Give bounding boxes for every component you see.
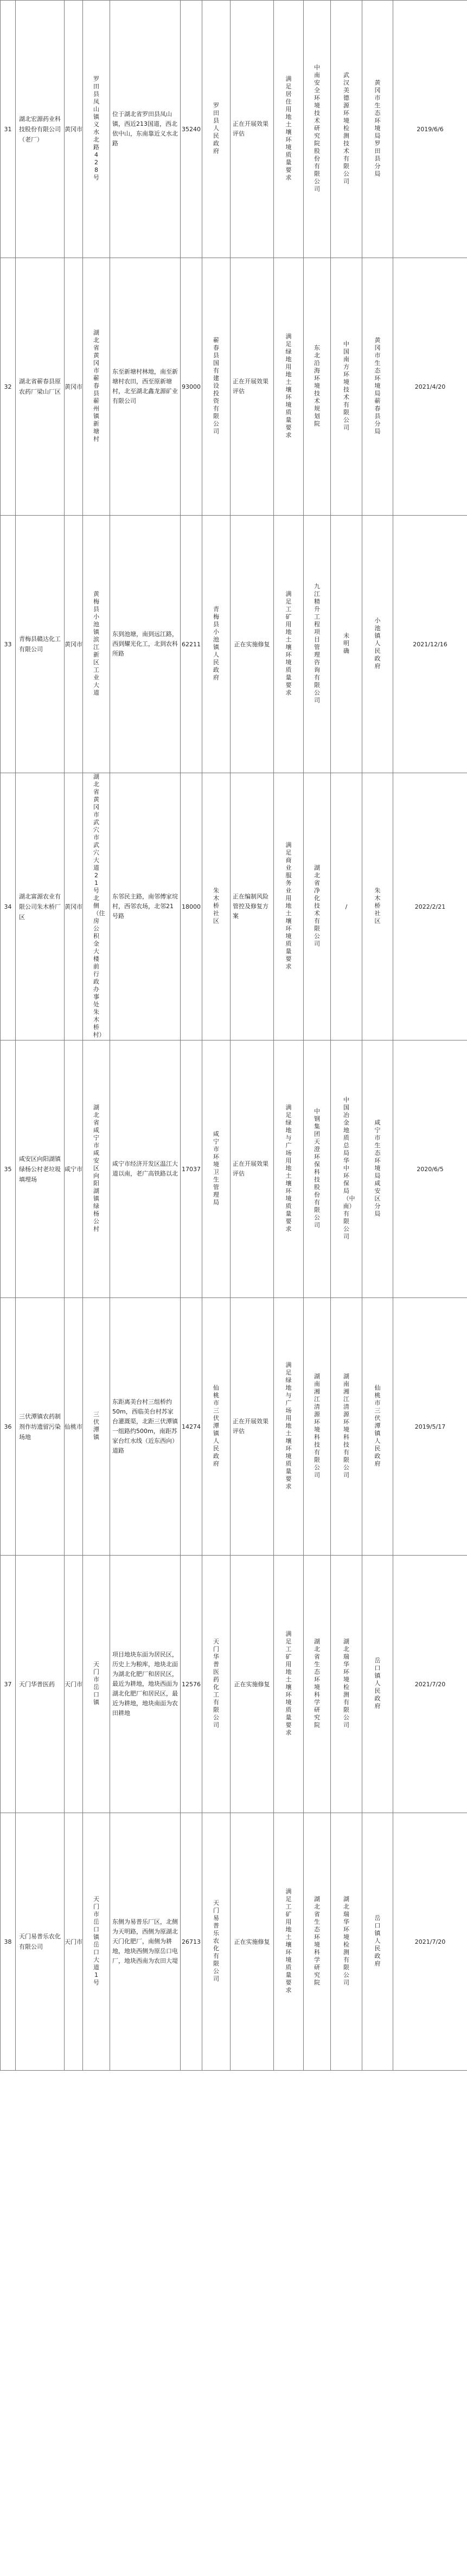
status-text: 正在开展效果评估 <box>233 120 268 137</box>
status-text: 正在开展效果评估 <box>233 1418 268 1435</box>
cell-implementing-unit <box>304 1556 331 1813</box>
cell-city: 咸宁市 <box>65 1040 83 1298</box>
cell-city: 天门市 <box>65 1813 83 2071</box>
cell-number: 32 <box>1 258 16 516</box>
cell-remediation-goal <box>274 1556 304 1813</box>
cell-area: 35240 <box>181 1 202 258</box>
cell-boundary-text: 咸宁市经济开发区温江大道以南，老广高铁路以北 <box>112 1160 178 1177</box>
cell-number: 34 <box>1 773 16 1040</box>
cell-implementing-unit-text: 湖南湘江清源环境科技有限公司 <box>314 1373 320 1479</box>
cell-responsible-entity <box>202 1 231 258</box>
cell-supervising-unit-text: 黄冈市生态环境局罗田县分局 <box>374 79 381 177</box>
cell-responsible-entity <box>202 516 231 773</box>
cell-supervising-unit <box>362 516 393 773</box>
cell-responsible-entity-text: 青梅县小池镇人民政府 <box>213 606 219 681</box>
cell-number: 36 <box>1 1298 16 1556</box>
cell-address-text: 天门市岳口镇 <box>93 1661 99 1706</box>
cell-number: 38 <box>1 1813 16 2071</box>
cell-address <box>83 1813 110 2071</box>
cell-implementing-unit-text: 中钢集团天澄环保科技股份有限公司 <box>314 1108 320 1229</box>
cell-evaluation-unit-text: 湖北瑞华环境检测有限公司 <box>343 1638 349 1729</box>
cell-implementing-unit-text: 湖北省净化技术有限公司 <box>314 864 320 947</box>
cell-evaluation-unit-text: 中国冶金地质总局华中环保局（中南）有限公司 <box>343 1096 355 1240</box>
cell-area: 12576 <box>181 1556 202 1813</box>
cell-address-text: 天门市岳口镇岳口大道1号 <box>93 1896 99 1986</box>
cell-implementing-unit-text: 中南安全环境技术研究院股份有限公司 <box>314 64 320 192</box>
cell-boundary <box>110 1 181 258</box>
cell-city: 仙桃市 <box>65 1298 83 1556</box>
cell-responsible-entity-text: 罗田县人民政府 <box>213 102 219 155</box>
cell-implementing-unit-text: 东北沿海环境技术规划院 <box>314 344 320 427</box>
cell-status <box>231 1813 274 2071</box>
cell-site-name: 天门华普医药 <box>16 1556 65 1813</box>
cell-boundary <box>110 258 181 516</box>
cell-area: 62211 <box>181 516 202 773</box>
status-text: 正在实施修复 <box>234 640 270 648</box>
cell-boundary <box>110 773 181 1040</box>
cell-number: 33 <box>1 516 16 773</box>
cell-area: 14274 <box>181 1298 202 1556</box>
cell-responsible-entity-text: 咸宁市环境卫生管理局 <box>213 1130 219 1206</box>
cell-address-text: 黄梅县小池镇滨江新区工业大道 <box>93 590 99 696</box>
cell-address-text: 湖北省黄冈市蕲春县蕲州镇新塘村 <box>93 329 99 442</box>
cell-site-name: 咸安区向阳湖镇绿杨公村老垃圾填埋场 <box>16 1040 65 1298</box>
status-text: 正在开展效果评估 <box>233 378 268 395</box>
cell-remediation-goal <box>274 1813 304 2071</box>
cell-boundary-text: 东邻民主路，南邻傅家垸村，西邻农场，北邻21号路 <box>112 893 178 920</box>
cell-site-name: 青梅县赣达化工有限公司 <box>16 516 65 773</box>
cell-implementing-unit-text: 湖北省生态环境科学研究院 <box>314 1638 320 1729</box>
cell-supervising-unit-text: 朱木桥社区 <box>374 887 381 924</box>
cell-implementing-unit <box>304 258 331 516</box>
table-row <box>1 773 467 1040</box>
cell-evaluation-unit <box>331 258 362 516</box>
table-row <box>1 516 467 773</box>
cell-implementing-unit-text: 九江精升工程项目管理咨询有限公司 <box>314 583 320 704</box>
cell-remediation-goal-text: 满足工矿用地土壤环境质量要求 <box>285 1888 292 1994</box>
cell-remediation-goal <box>274 773 304 1040</box>
cell-site-name: 湖北富源农业有限公司朱木桥厂区 <box>16 773 65 1040</box>
cell-responsible-entity <box>202 258 231 516</box>
cell-supervising-unit-text: 小池镇人民政府 <box>374 617 381 670</box>
cell-area: 17037 <box>181 1040 202 1298</box>
cell-responsible-entity <box>202 1298 231 1556</box>
cell-remediation-goal <box>274 1 304 258</box>
cell-remediation-goal-text: 满足绿地用地土壤环境质量要求 <box>285 333 292 439</box>
cell-remediation-goal-text: 满足工矿用地土壤环境质量要求 <box>285 1630 292 1736</box>
cell-supervising-unit <box>362 1040 393 1298</box>
cell-supervising-unit <box>362 258 393 516</box>
cell-status <box>231 773 274 1040</box>
cell-evaluation-unit <box>331 1040 362 1298</box>
cell-site-name: 湖北宏源药业科技股份有限公司（老厂） <box>16 1 65 258</box>
cell-status <box>231 1298 274 1556</box>
cell-area: 26713 <box>181 1813 202 2071</box>
cell-remediation-goal-text: 满足绿地与广场用地土壤环境质量要求 <box>285 1104 292 1232</box>
cell-implementing-unit <box>304 773 331 1040</box>
cell-responsible-entity-text: 天门华普医药化工有限公司 <box>213 1638 219 1729</box>
cell-status <box>231 1556 274 1813</box>
status-text: 正在实施修复 <box>234 1938 270 1945</box>
cell-implementing-unit <box>304 1298 331 1556</box>
cell-boundary <box>110 516 181 773</box>
cell-remediation-goal-text: 满足居住用地土壤环境质量要求 <box>285 75 292 181</box>
cell-supervising-unit-text: 岳口镇人民政府 <box>374 1915 381 1967</box>
cell-date: 2021/4/20 <box>393 258 467 516</box>
cell-responsible-entity <box>202 773 231 1040</box>
cell-evaluation-unit <box>331 1813 362 2071</box>
cell-evaluation-unit-text: / <box>345 903 348 910</box>
cell-address <box>83 1040 110 1298</box>
cell-address <box>83 1298 110 1556</box>
cell-site-name: 天门易普乐农化有限公司 <box>16 1813 65 2071</box>
table-row <box>1 258 467 516</box>
cell-evaluation-unit-text: 中国南方环境技术有限公司 <box>343 341 349 431</box>
cell-status <box>231 258 274 516</box>
table-row <box>1 1556 467 1813</box>
cell-number: 37 <box>1 1556 16 1813</box>
cell-supervising-unit <box>362 773 393 1040</box>
cell-address <box>83 258 110 516</box>
table-row <box>1 1 467 258</box>
cell-city: 天门市 <box>65 1556 83 1813</box>
cell-supervising-unit <box>362 1 393 258</box>
cell-boundary-text: 东距离美台村三组桥约50m，西临美台村苏家台灌溉渠，北距三伏潭镇一组路约500m，南距苏家台红水线（近东西向）道路 <box>112 1398 178 1454</box>
cell-remediation-goal <box>274 1040 304 1298</box>
cell-boundary-text: 东侧为易普乐厂区，北侧为天明路，西侧为原湖北天门化肥厂，南侧为耕地，地块西侧为原岳口电厂，地块西南为农田大堤 <box>112 1918 178 1964</box>
cell-responsible-entity-text: 蕲春县国有建设投资有限公司 <box>213 337 219 435</box>
cell-evaluation-unit-text: 武汉美德源环境检测技术有限公司 <box>343 72 349 185</box>
cell-implementing-unit <box>304 516 331 773</box>
cell-address-text: 三伏潭镇 <box>93 1411 99 1441</box>
cell-implementing-unit-text: 湖北省生态环境科学研究院 <box>314 1896 320 1986</box>
status-text: 正在实施修复 <box>234 1680 270 1688</box>
table-row <box>1 1813 467 2071</box>
cell-responsible-entity <box>202 1813 231 2071</box>
cell-date: 2021/12/16 <box>393 516 467 773</box>
cell-remediation-goal-text: 满足商业服务业用地土壤环境质量要求 <box>285 841 292 970</box>
table-row <box>1 1298 467 1556</box>
cell-site-name: 三伏潭镇农药制剂作坊遗留污染场地 <box>16 1298 65 1556</box>
cell-status <box>231 516 274 773</box>
cell-responsible-entity <box>202 1040 231 1298</box>
cell-supervising-unit <box>362 1298 393 1556</box>
cell-boundary-text: 东到池塘，南到远江路，西到耀光化工，北到农科所路 <box>112 631 178 657</box>
cell-date: 2022/2/21 <box>393 773 467 1040</box>
cell-remediation-goal-text: 满足工矿用地土壤环境质量要求 <box>285 590 292 696</box>
cell-evaluation-unit <box>331 1 362 258</box>
cell-remediation-goal-text: 满足绿地与广场用地土壤环境质量要求 <box>285 1361 292 1490</box>
cell-supervising-unit-text: 黄冈市生态环境局蕲春县分局 <box>374 337 381 435</box>
cell-implementing-unit <box>304 1813 331 2071</box>
cell-boundary <box>110 1556 181 1813</box>
cell-supervising-unit-text: 仙桃市三伏潭镇人民政府 <box>374 1384 381 1467</box>
cell-implementing-unit <box>304 1040 331 1298</box>
cell-status <box>231 1 274 258</box>
cell-boundary <box>110 1298 181 1556</box>
cell-boundary-text: 东至新塘村林地，南至新塘村农田，西至原新塘村，北至湖北鑫龙源矿业有限公司 <box>112 368 178 404</box>
cell-number: 35 <box>1 1040 16 1298</box>
cell-supervising-unit <box>362 1813 393 2071</box>
cell-city: 黄冈市 <box>65 1 83 258</box>
status-text: 正在开展效果评估 <box>233 1160 268 1177</box>
cell-city: 黄冈市 <box>65 516 83 773</box>
cell-date: 2019/5/17 <box>393 1298 467 1556</box>
cell-boundary <box>110 1813 181 2071</box>
cell-evaluation-unit-text: 未明确 <box>343 632 349 654</box>
cell-address <box>83 773 110 1040</box>
cell-date: 2021/7/20 <box>393 1813 467 2071</box>
cell-area: 93000 <box>181 258 202 516</box>
cell-site-name: 湖北省蕲春县原农药厂梁山厂区 <box>16 258 65 516</box>
cell-date: 2021/7/20 <box>393 1556 467 1813</box>
cell-address-text: 湖北省咸宁市咸安区向阳湖镇绿杨公村 <box>93 1104 99 1232</box>
cell-evaluation-unit <box>331 1298 362 1556</box>
cell-city: 黄冈市 <box>65 773 83 1040</box>
cell-address-text: 湖北省黄冈市武穴市武穴大道21号北侧（住房公积金大楼前行政办事处朱木桥村） <box>93 773 105 1038</box>
cell-boundary-text: 位于湖北省罗田县凤山镇，西近213国道，西北依中山，东南靠近义水北路 <box>112 111 178 147</box>
cell-area: 18000 <box>181 773 202 1040</box>
cell-remediation-goal <box>274 516 304 773</box>
cell-date: 2019/6/6 <box>393 1 467 258</box>
cell-evaluation-unit <box>331 1556 362 1813</box>
cell-supervising-unit <box>362 1556 393 1813</box>
cell-remediation-goal <box>274 258 304 516</box>
cell-boundary-text: 项目地块东面为居民区，历史上为粮库，地块北面为湖北化肥厂和居民区，最近为耕地，地块西面为湖北化肥厂和居民区，最近为耕地，地块南面为农田耕地 <box>112 1651 178 1717</box>
cell-evaluation-unit-text: 湖南湘江清源环境科技有限公司 <box>343 1373 349 1479</box>
cell-address <box>83 1556 110 1813</box>
table-row <box>1 1040 467 1298</box>
cell-remediation-goal <box>274 1298 304 1556</box>
cell-address <box>83 1 110 258</box>
cell-supervising-unit-text: 岳口镇人民政府 <box>374 1657 381 1710</box>
cell-implementing-unit <box>304 1 331 258</box>
cell-responsible-entity-text: 天门易普乐农化有限公司 <box>213 1899 219 1982</box>
cell-supervising-unit-text: 咸宁市生态环境局咸安区分局 <box>374 1119 381 1217</box>
cell-status <box>231 1040 274 1298</box>
cell-evaluation-unit <box>331 516 362 773</box>
cell-evaluation-unit <box>331 773 362 1040</box>
cell-boundary <box>110 1040 181 1298</box>
cell-responsible-entity-text: 仙桃市三伏潭镇人民政府 <box>213 1384 219 1467</box>
cell-city: 黄冈市 <box>65 258 83 516</box>
cell-address <box>83 516 110 773</box>
cell-responsible-entity-text: 朱木桥社区 <box>213 887 219 924</box>
cell-evaluation-unit-text: 湖北瑞华环境检测有限公司 <box>343 1896 349 1986</box>
cell-address-text: 罗田县凤山镇义水北路428号 <box>93 75 99 181</box>
cell-date: 2020/6/5 <box>393 1040 467 1298</box>
status-text: 正在编制风险管控及修复方案 <box>233 893 268 920</box>
cell-number: 31 <box>1 1 16 258</box>
cell-responsible-entity <box>202 1556 231 1813</box>
